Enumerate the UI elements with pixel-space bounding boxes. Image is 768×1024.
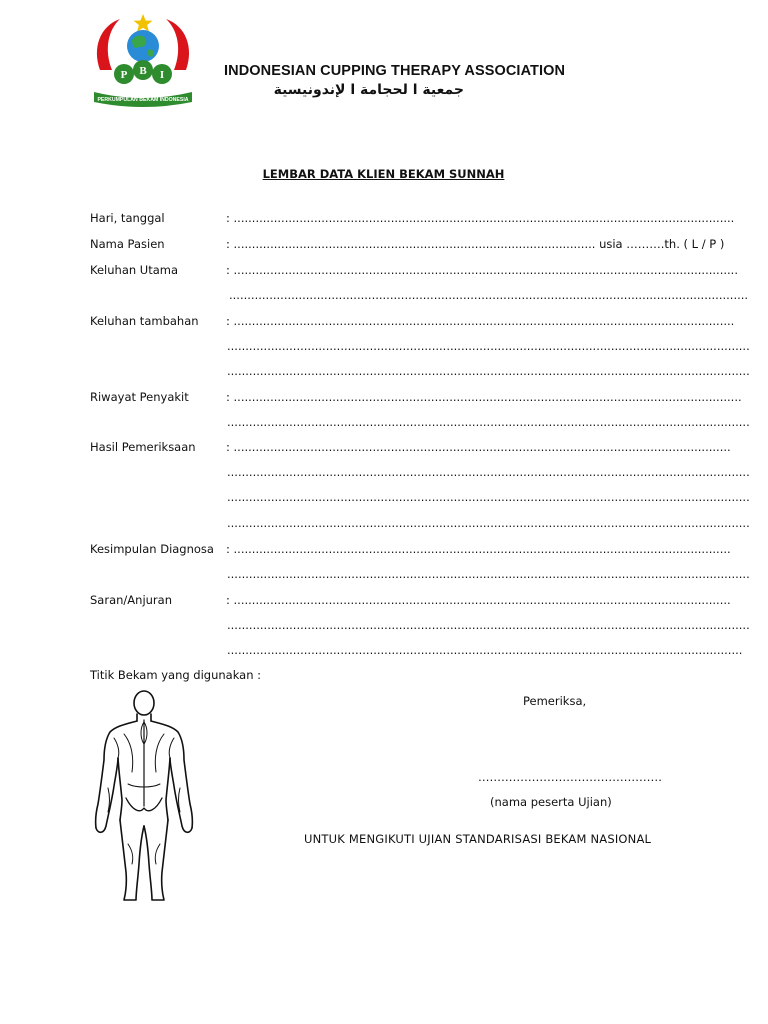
field-value[interactable]: : ........................................................................................................................................: [226, 440, 731, 454]
logo-letter-i: I: [159, 69, 165, 81]
continuation-line[interactable]: ...............................................................................................................................................: [227, 465, 750, 479]
field-label: Hasil Pemeriksaan: [90, 440, 196, 454]
continuation-line[interactable]: ...............................................................................................................................................: [227, 364, 750, 378]
examiner-label: Pemeriksa,: [523, 694, 587, 708]
field-label: Riwayat Penyakit: [90, 390, 189, 404]
pbi-logo: [88, 12, 198, 110]
field-value[interactable]: : ........................................................................................................................................: [226, 593, 731, 607]
form-title: LEMBAR DATA KLIEN BEKAM SUNNAH: [262, 167, 505, 181]
field-label: Keluhan tambahan: [90, 314, 199, 328]
continuation-line[interactable]: ...............................................................................................................................................: [227, 339, 750, 353]
field-value[interactable]: : ..........................................................................................................................................: [226, 263, 738, 277]
logo-letter-b: B: [139, 65, 147, 77]
field-label: Saran/Anjuran: [90, 593, 172, 607]
continuation-line[interactable]: ...............................................................................................................................................: [227, 415, 750, 429]
continuation-line[interactable]: ...............................................................................................................................................: [227, 490, 750, 504]
footer-note: UNTUK MENGIKUTI UJIAN STANDARISASI BEKAM NASIONAL: [304, 832, 652, 846]
field-value[interactable]: : .........................................................................................................................................: [226, 314, 735, 328]
field-label: Kesimpulan Diagnosa: [90, 542, 214, 556]
field-label: Hari, tanggal: [90, 211, 165, 225]
field-value[interactable]: : ........................................................................................................................................: [226, 542, 731, 556]
org-name-ar: جمعية ا لحجامة ا لإندونيسية: [273, 82, 464, 98]
body-diagram[interactable]: [88, 688, 200, 906]
continuation-line[interactable]: ...............................................................................................................................................: [227, 516, 750, 530]
field-label: Keluhan Utama: [90, 263, 179, 277]
signature-line[interactable]: …………………………………………: [478, 770, 662, 784]
field-value[interactable]: : ................................................................................................... usia ……….th. ( L / P ): [226, 237, 725, 251]
field-label: Nama Pasien: [90, 237, 165, 251]
continuation-line[interactable]: ..............................................................................................................................................: [229, 288, 749, 302]
participant-name-hint: (nama peserta Ujian): [490, 795, 612, 809]
body-head: [134, 691, 154, 715]
continuation-line[interactable]: ...............................................................................................................................................: [227, 567, 750, 581]
cupping-points-label: Titik Bekam yang digunakan :: [90, 668, 262, 682]
field-value[interactable]: : .........................................................................................................................................: [226, 211, 735, 225]
logo-letter-p: P: [120, 69, 128, 81]
field-value[interactable]: : ...........................................................................................................................................: [226, 390, 742, 404]
logo-banner-text: PERKUMPULAN BEKAM INDONESIA: [97, 97, 189, 103]
continuation-line[interactable]: .............................................................................................................................................: [227, 643, 743, 657]
continuation-line[interactable]: ...............................................................................................................................................: [227, 618, 750, 632]
org-name-en: INDONESIAN CUPPING THERAPY ASSOCIATION: [224, 63, 566, 79]
